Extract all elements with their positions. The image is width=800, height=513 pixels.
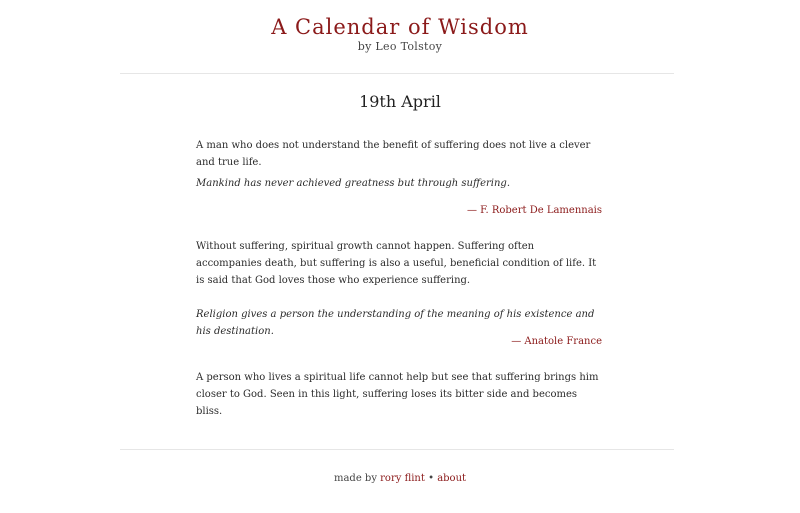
entry-paragraph-3	[196, 369, 602, 420]
quote-text: Mankind has never achieved greatness but through suffering.	[196, 178, 510, 189]
quote-2-attribution-block	[196, 333, 602, 350]
footer-separator: •	[428, 473, 434, 484]
footer	[0, 473, 800, 484]
entry-paragraph-2	[196, 238, 602, 289]
quote-1-attribution-block	[196, 202, 602, 219]
paragraph-text: A man who does not understand the benefit of suffering does not live a clever and true life.	[196, 140, 591, 168]
paragraph-text: Without suffering, spiritual growth cannot happen. Suffering often accompanies death, but suffering is also a useful, beneficial condition of life. It is said that God loves those who experience suffering.	[196, 241, 597, 286]
entry-date: 19th April	[359, 92, 441, 111]
quote-attribution: — F. Robert De Lamennais	[466, 205, 602, 216]
author-link[interactable]: rory flint	[380, 473, 425, 484]
entry-quote-1	[196, 175, 602, 192]
header-divider	[120, 73, 674, 74]
quote-text: Religion gives a person the understanding of the meaning of his existence and his destination.	[196, 309, 595, 337]
byline: by Leo Tolstoy	[357, 40, 443, 53]
entry-paragraph-1	[196, 137, 602, 171]
made-by-label: made by	[333, 473, 377, 484]
footer-divider	[120, 449, 674, 450]
paragraph-text: A person who lives a spiritual life cannot help but see that suffering brings him closer to God. Seen in this light, suffering loses its bitter side and becomes bliss.	[196, 372, 599, 417]
about-link[interactable]: about	[437, 473, 467, 484]
quote-attribution: — Anatole France	[511, 336, 602, 347]
site-title[interactable]: A Calendar of Wisdom	[271, 15, 529, 39]
